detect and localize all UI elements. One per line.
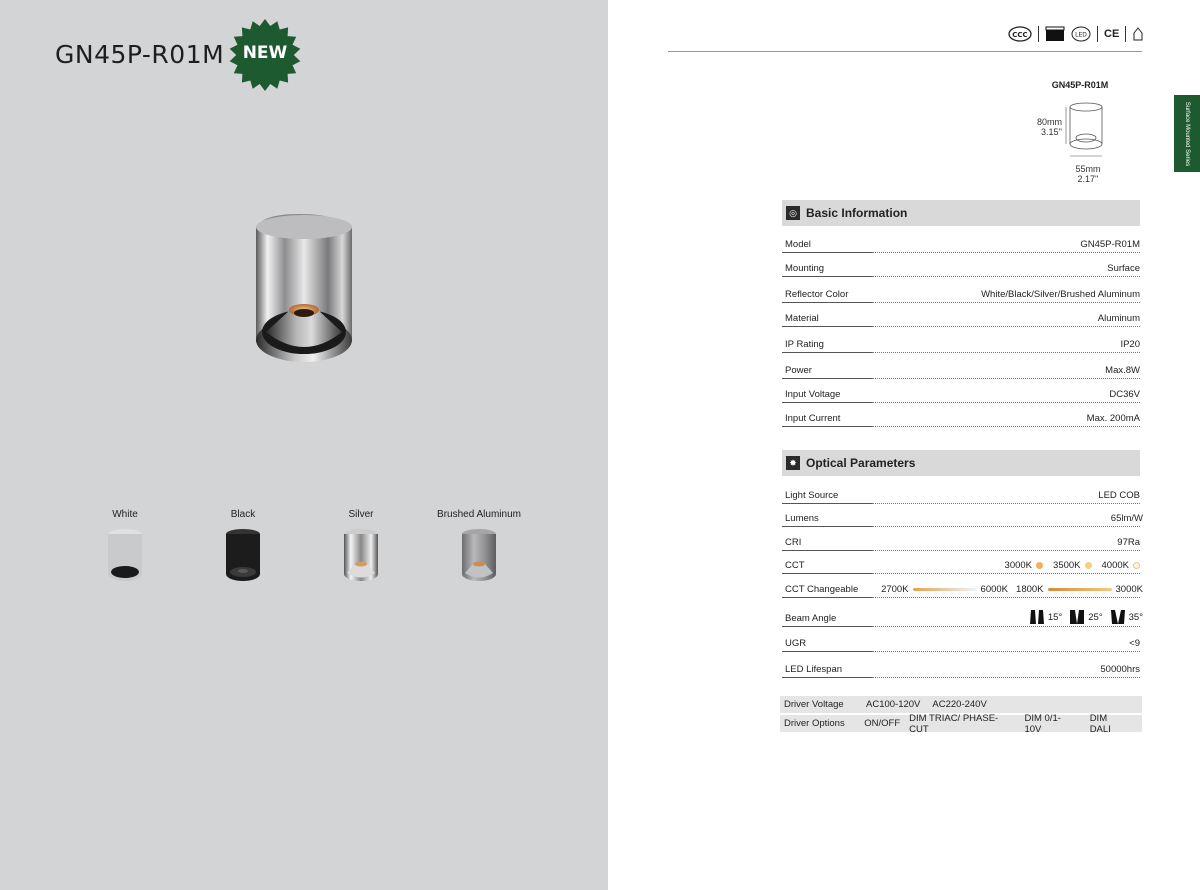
spec-value: GN45P-R01M xyxy=(1080,239,1140,250)
spec-key: CCT Changeable xyxy=(785,584,859,595)
driver-value: AC100-120V xyxy=(866,699,921,710)
height-mm: 80mm xyxy=(1036,117,1062,127)
section-header xyxy=(782,200,1140,226)
width-mm: 55mm xyxy=(1075,164,1101,174)
divider xyxy=(1038,26,1039,42)
cct-range-end: 6000K xyxy=(980,584,1009,595)
cct-value: 3000K xyxy=(1004,560,1033,571)
spec-row xyxy=(782,305,1140,327)
height-in: 3.15'' xyxy=(1041,127,1062,137)
spec-key: CRI xyxy=(785,537,802,548)
medium-beam-icon xyxy=(1070,610,1084,624)
spec-row xyxy=(782,576,1143,598)
spec-row xyxy=(782,630,1140,652)
spec-row xyxy=(782,405,1140,427)
spec-row xyxy=(782,255,1140,277)
variant-black xyxy=(198,498,288,584)
info-icon: ◎ xyxy=(786,206,800,220)
spec-key: Power xyxy=(785,365,812,376)
beam-value: 35° xyxy=(1128,611,1143,623)
cct-changeable-values xyxy=(881,584,1143,595)
dimension-drawing-icon xyxy=(1062,100,1112,162)
spec-key: Lumens xyxy=(785,513,819,524)
spec-key: Light Source xyxy=(785,490,839,501)
spec-key: UGR xyxy=(785,638,807,649)
header-rule xyxy=(668,51,1142,52)
spec-value: 65lm/W xyxy=(1110,513,1143,524)
spec-key: IP Rating xyxy=(785,339,824,350)
height-dimension xyxy=(1028,117,1062,137)
recycle-mark-icon xyxy=(1132,26,1144,42)
badge-label: NEW xyxy=(242,43,288,63)
spec-value: Aluminum xyxy=(1097,313,1140,324)
spec-row xyxy=(782,656,1140,678)
driver-voltage-row xyxy=(780,696,1142,713)
dim-to-warm-gradient-icon xyxy=(1048,588,1112,591)
beam-angle-values xyxy=(1030,610,1143,624)
spec-row xyxy=(782,357,1140,379)
cct-range-end: 3000K xyxy=(1115,584,1143,595)
basic-information-section xyxy=(782,200,1140,432)
spec-key: Reflector Color xyxy=(785,289,849,300)
spec-value: Max.8W xyxy=(1105,365,1140,376)
width-dimension xyxy=(1068,164,1108,184)
cct-range-start: 1800K xyxy=(1016,584,1044,595)
variant-label: White xyxy=(112,509,138,520)
narrow-beam-icon xyxy=(1030,610,1044,624)
cct-values xyxy=(1005,560,1140,571)
sun-icon: ✸ xyxy=(786,456,800,470)
variant-label: Silver xyxy=(348,509,374,520)
spec-row xyxy=(782,281,1140,303)
section-header xyxy=(782,450,1140,476)
section-title: Optical Parameters xyxy=(806,456,916,470)
spec-key: Beam Angle xyxy=(785,613,837,624)
cert-led-label: LED xyxy=(1075,31,1087,39)
divider xyxy=(1097,26,1098,42)
ccc-mark-icon xyxy=(1008,26,1032,42)
spec-key: Input Current xyxy=(785,413,841,424)
drawing-model-label: GN45P-R01M xyxy=(1051,80,1109,90)
beam-value: 15° xyxy=(1047,611,1063,623)
color-variants xyxy=(80,498,530,598)
variant-label: Black xyxy=(230,509,256,520)
page-title: GN45P-R01M xyxy=(55,40,225,69)
spec-key: Material xyxy=(785,313,819,324)
variant-white xyxy=(80,498,170,584)
spec-key: Input Voltage xyxy=(785,389,841,400)
spec-row xyxy=(782,505,1143,527)
beam-value: 25° xyxy=(1088,611,1103,623)
cool-dot-icon xyxy=(1133,562,1140,569)
driver-value: DIM DALI xyxy=(1089,712,1111,735)
spec-row xyxy=(782,605,1143,627)
optical-parameters-section xyxy=(782,450,1143,682)
driver-value: AC220-240V xyxy=(932,699,987,710)
cert-ccc-label: CCC xyxy=(1012,31,1028,39)
spec-row xyxy=(782,529,1140,551)
wide-beam-icon xyxy=(1111,610,1125,624)
brushed-aluminum-fixture-icon xyxy=(459,528,499,584)
variant-silver xyxy=(316,498,406,584)
driver-key: Driver Options xyxy=(784,718,845,729)
tunable-white-gradient-icon xyxy=(913,588,977,591)
variant-brushed-aluminum xyxy=(434,498,524,584)
spec-value: 50000hrs xyxy=(1100,664,1140,675)
neutral-dot-icon xyxy=(1085,562,1092,569)
spec-key: Mounting xyxy=(785,263,825,274)
ce-mark: CE xyxy=(1104,28,1120,40)
spec-row xyxy=(782,231,1140,253)
white-fixture-icon xyxy=(105,528,145,584)
spec-row xyxy=(782,552,1140,574)
cct-value: 3500K xyxy=(1053,560,1081,571)
driver-value: DIM 0/1-10V xyxy=(1024,712,1061,735)
width-in: 2.17'' xyxy=(1077,174,1099,184)
series-tab[interactable] xyxy=(1174,95,1200,172)
variant-label: Brushed Aluminum xyxy=(437,509,521,520)
series-tab-label: Surface Mounted Series xyxy=(1184,101,1190,166)
cct-range-start: 2700K xyxy=(881,584,909,595)
divider xyxy=(1125,26,1126,42)
driver-value: ON/OFF xyxy=(864,718,901,729)
spec-row xyxy=(782,381,1140,403)
spec-value: <9 xyxy=(1129,638,1140,649)
black-fixture-icon xyxy=(223,528,263,584)
spec-row xyxy=(782,331,1140,353)
driver-options-row xyxy=(780,712,1142,735)
spec-key: CCT xyxy=(785,560,805,571)
spec-key: LED Lifespan xyxy=(785,664,843,675)
new-badge xyxy=(229,19,301,91)
spec-value: IP20 xyxy=(1120,339,1140,350)
spec-value: 97Ra xyxy=(1117,537,1140,548)
silver-fixture-icon xyxy=(341,528,381,584)
cct-value: 4000K xyxy=(1101,560,1129,571)
product-image xyxy=(240,192,440,382)
warm-dot-icon xyxy=(1036,562,1043,569)
section-title: Basic Information xyxy=(806,206,908,220)
spec-value: Max. 200mA xyxy=(1086,413,1140,424)
spec-value: DC36V xyxy=(1109,389,1140,400)
spec-value: White/Black/Silver/Brushed Aluminum xyxy=(981,289,1140,300)
spec-value: Surface xyxy=(1107,263,1140,274)
driver-key: Driver Voltage xyxy=(784,699,844,710)
certification-marks xyxy=(1008,24,1144,44)
driver-value: DIM TRIAC/ PHASE-CUT xyxy=(909,712,999,735)
monitor-mark-icon xyxy=(1045,26,1065,42)
spec-row xyxy=(782,482,1140,504)
led-mark-icon xyxy=(1071,26,1091,42)
spec-key: Model xyxy=(785,239,811,250)
spec-value: LED COB xyxy=(1098,490,1140,501)
